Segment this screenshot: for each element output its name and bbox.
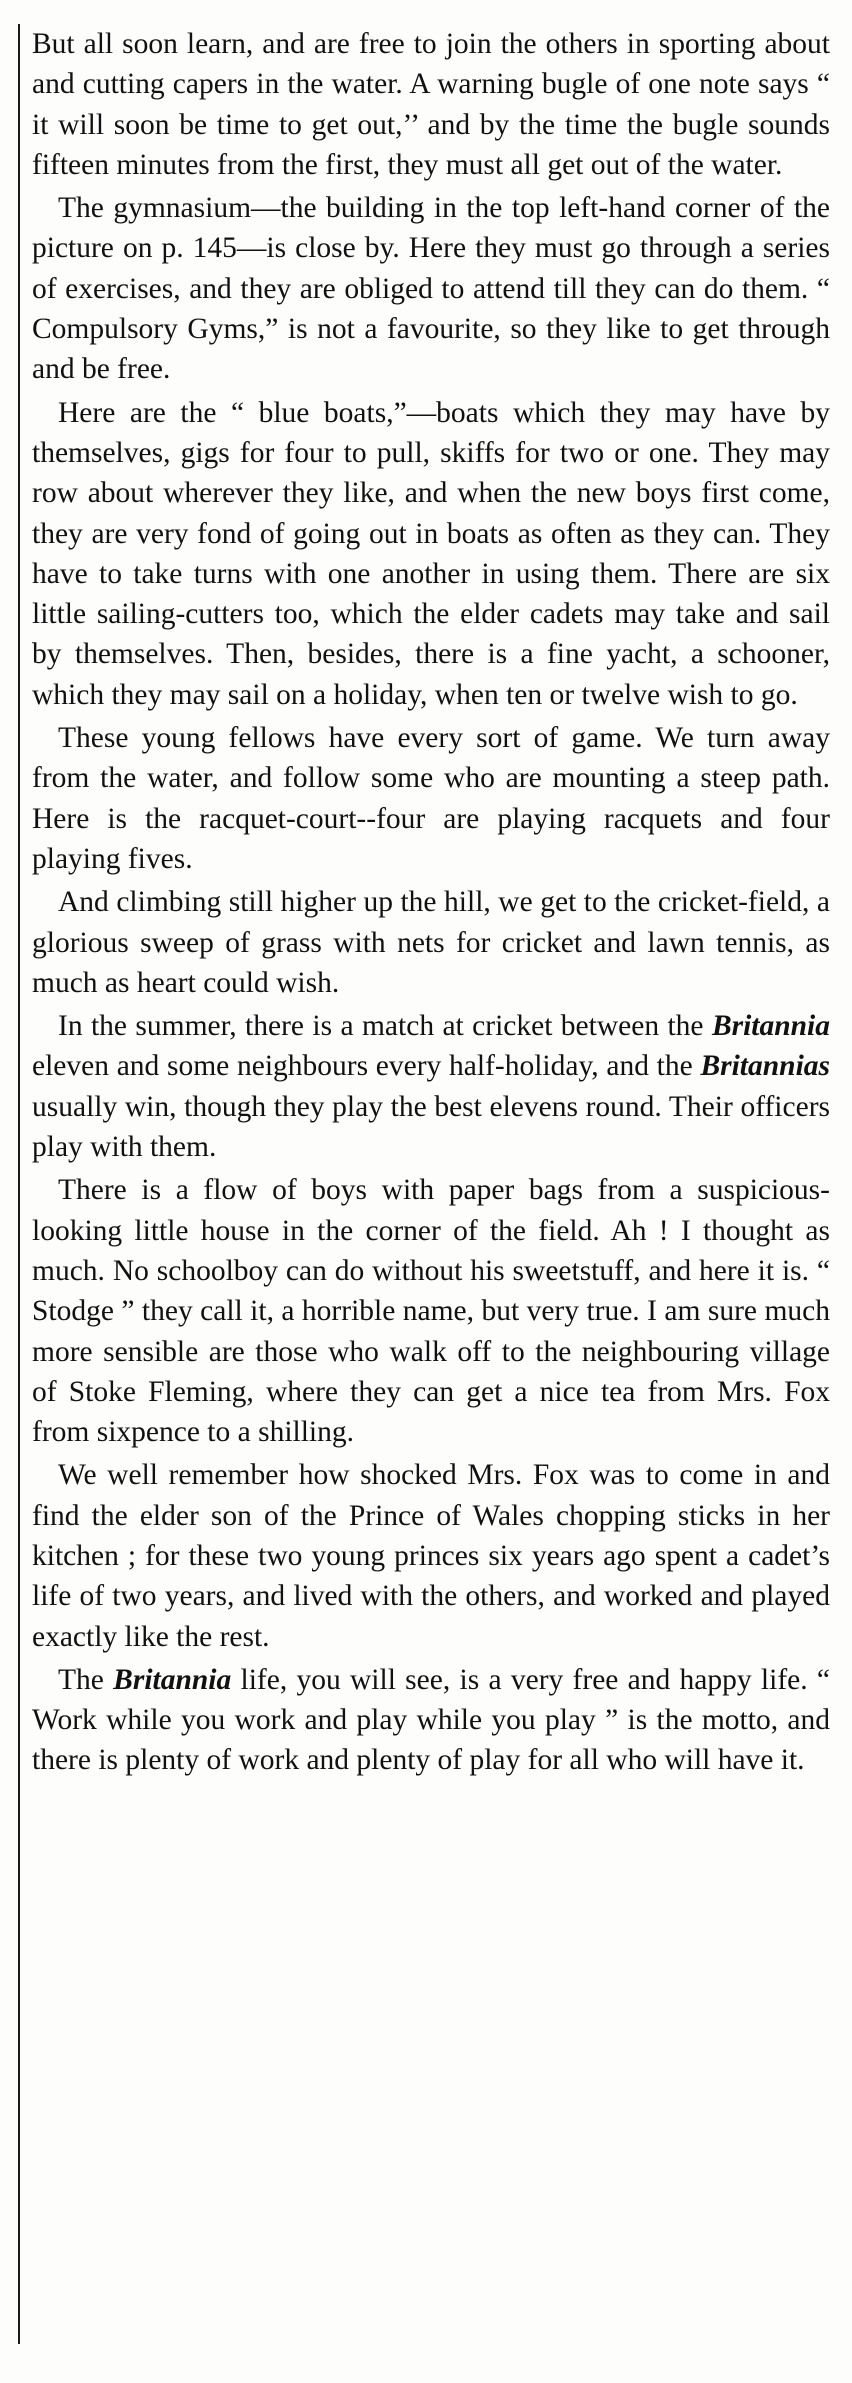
paragraph — [32, 1455, 830, 1656]
paragraph-text: These young fellows have every sort of game. We turn away from the water, and follow some who are mounting a steep path. Here is the racquet-court--four are playing racquets and four playing fives. — [32, 722, 830, 875]
ship-name-italic: Britannias — [700, 1050, 830, 1083]
paragraph — [32, 882, 830, 1003]
paragraph — [32, 188, 830, 389]
paragraph-text: There is a flow of boys with paper bags from a suspicious-looking little house in the corner of the field. Ah ! I thought as much. No schoolboy can do without his sweetstuff, and here it is. “ Stodge ” they call it, a horrible name, but very true. I am sure much more sensible are those who walk off to the neighbouring village of Stoke Fleming, where they can get a nice tea from Mrs. Fox from sixpence to a shilling. — [32, 1174, 830, 1449]
paragraph-text: eleven and some neighbours every half-holiday, and the — [32, 1050, 701, 1083]
paragraph-text: And climbing still higher up the hill, we get to the cricket-field, a glorious sweep of grass with nets for cricket and lawn tennis, as much as heart could wish. — [32, 886, 830, 999]
paragraph — [32, 718, 830, 879]
paragraph — [32, 1006, 830, 1167]
paragraph — [32, 1660, 830, 1781]
text-column — [18, 24, 830, 2344]
paragraph-text: life, you will see, is a very free and happy life. “ Work while you work and play while you play ” is the motto, and there is plenty of work and plenty of play for all who will have it. — [32, 1663, 830, 1777]
paragraph — [32, 393, 830, 715]
paragraph-text: In the summer, there is a match at cricket between the — [58, 1010, 712, 1043]
paragraph-text: But all soon learn, and are free to join the others in sporting about and cutting capers in the water. A warning bugle of one note says “ it will soon be time to get out,’’ and by the time the bugle sounds fifteen minutes from the first, they must all get out of the water. — [32, 28, 830, 181]
paragraph — [32, 24, 830, 185]
paragraph-text: We well remember how shocked Mrs. Fox was to come in and find the elder son of the Prince of Wales chopping sticks in her kitchen ; for these two young princes six years ago spent a cadet’s life of two years, and lived with the others, and worked and played exactly like the rest. — [32, 1459, 830, 1653]
paragraph-text: The — [58, 1663, 114, 1696]
paragraph-text: The gymnasium—the building in the top left-hand corner of the picture on p. 145—is close by. Here they must go through a series of exercises, and they are obliged to attend till they can do them. “ Compulsory Gyms,” is not a favourite, so they like to get through and be free. — [32, 192, 830, 386]
paragraph-text: Here are the “ blue boats,”—boats which they may have by themselves, gigs for four to pull, skiffs for two or one. They may row about wherever they like, and when the new boys first come, they are very fond of going out in boats as often as they can. They have to take turns with one another in using them. There are six little sailing-cutters too, which the elder cadets may take and sail by themselves. Then, besides, there is a fine yacht, a schooner, which they may sail on a holiday, when ten or twelve wish to go. — [32, 396, 830, 711]
ship-name-italic: Britannia — [711, 1010, 830, 1043]
ship-name-italic: Britannia — [113, 1663, 232, 1696]
paragraph-text: usually win, though they play the best elevens round. Their officers play with them. — [32, 1090, 830, 1164]
paragraph — [32, 1170, 830, 1452]
